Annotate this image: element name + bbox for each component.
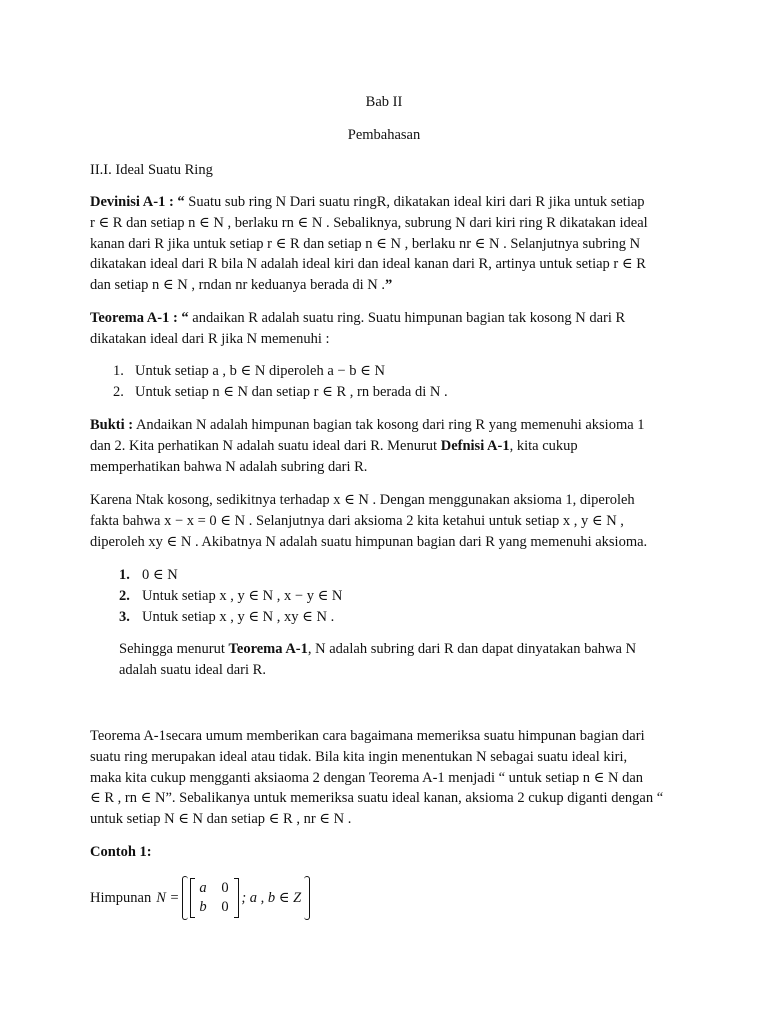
matrix <box>195 879 234 917</box>
proof-line-1 <box>90 415 682 436</box>
definition-line-4: dikatakan ideal dari R bila N adalah ideal kiri dan ideal kanan dari R, artinya untuk setiap r ∈ R <box>90 256 646 273</box>
list-item <box>119 565 679 586</box>
conclusion-text: , N adalah subring dari R dan dapat dinyatakan bahwa N <box>307 641 637 657</box>
list-item <box>119 607 679 628</box>
conclusion-line-1 <box>119 639 682 660</box>
definition-close-quote: ” <box>385 277 393 294</box>
karena-line-3: diperoleh xy ∈ N . Akibatnya N adalah suatu himpunan bagian dari R yang memenuhi aksioma. <box>90 533 648 550</box>
example-prefix: Himpunan <box>90 889 152 906</box>
matrix-entry: a <box>199 880 207 896</box>
example-set-definition <box>90 876 310 920</box>
karena-line-2: fakta bahwa x − x = 0 ∈ N . Selanjutnya dari aksioma 2 kita ketahui untuk setiap x , y ∈ N , <box>90 512 624 529</box>
matrix-entry: b <box>199 899 207 915</box>
theorem-label: Teorema A-1 : <box>90 310 178 326</box>
theorem-paragraph <box>90 308 682 350</box>
definition-text: dan setiap n ∈ N , rndan nr keduanya berada di N . <box>90 277 385 294</box>
matrix-entry: 0 <box>221 899 229 915</box>
proof-line-3: memperhatikan bahwa N adalah subring dari R. <box>90 458 368 475</box>
theorem-line-2: dikatakan ideal dari R jika N memenuhi : <box>90 330 330 347</box>
list-item <box>113 382 673 403</box>
list-text: Untuk setiap x , y ∈ N , x − y ∈ N <box>142 588 343 604</box>
remark-line-1: Teorema A-1secara umum memberikan cara bagaimana memeriksa suatu himpunan bagian dari <box>90 728 645 744</box>
definition-line-2: r ∈ R dan setiap n ∈ N , berlaku rn ∈ N . Sebaliknya, subrung N dari kiri ring R dikatakan ideal <box>90 214 648 231</box>
conclusion-line-2: adalah suatu ideal dari R. <box>119 661 266 678</box>
list-item <box>119 586 679 607</box>
example-label: Contoh 1: <box>90 844 152 860</box>
left-brace <box>182 876 188 920</box>
list-text: Untuk setiap a , b ∈ N diperoleh a − b ∈ N <box>135 363 385 379</box>
section-heading: II.I. Ideal Suatu Ring <box>90 162 213 178</box>
proof-text: Andaikan N adalah himpunan bagian tak kosong dari ring R yang memenuhi aksioma 1 <box>135 417 645 433</box>
remark-line-5: untuk setiap N ∈ N dan setiap ∈ R , nr ∈ N . <box>90 811 352 828</box>
matrix-entry: 0 <box>221 880 229 896</box>
proof-text: dan 2. Kita perhatikan N adalah suatu ideal dari R. Menurut <box>90 437 438 454</box>
remark-line-2: suatu ring merupakan ideal atau tidak. Bila kita ingin menentukan N sebagai suatu ideal kiri, <box>90 748 628 765</box>
list-text: Untuk setiap x , y ∈ N , xy ∈ N . <box>142 609 335 625</box>
karena-paragraph <box>90 490 682 552</box>
list-item <box>113 361 673 382</box>
proof-label: Bukti : <box>90 417 134 433</box>
definition-reference: Defnisi A-1 <box>440 437 510 454</box>
definition-paragraph <box>90 192 682 296</box>
remark-line-3: maka kita cukup mengganti aksiaoma 2 dengan Teorema A-1 menjadi “ untuk setiap n ∈ N dan <box>90 769 644 786</box>
proof-text: , kita cukup <box>509 437 578 454</box>
remark-paragraph <box>90 726 682 830</box>
definition-label: Devinisi A-1 : <box>90 194 174 210</box>
definition-line-3: kanan dari R jika untuk setiap r ∈ R dan setiap n ∈ N , berlaku nr ∈ N . Selanjutnya subring N <box>90 235 641 252</box>
example-heading <box>90 842 682 863</box>
theorem-reference: Teorema A-1 <box>228 641 308 657</box>
definition-open-quote: “ <box>177 194 185 210</box>
remark-line-4: ∈ R , rn ∈ N”. Sebalikanya untuk memeriksa suatu ideal kanan, aksioma 2 cukup diganti dengan “ <box>90 790 664 807</box>
list-number: 1. <box>119 567 130 583</box>
set-condition: ; a , b ∈ Z <box>241 889 302 906</box>
karena-line-1: Karena Ntak kosong, sedikitnya terhadap x ∈ N . Dengan menggunakan aksioma 1, diperoleh <box>90 492 635 508</box>
proof-line-2 <box>90 436 682 457</box>
theorem-text: andaikan R adalah suatu ring. Suatu himpunan bagian tak kosong N dari R <box>192 310 626 326</box>
definition-line-5 <box>90 275 682 296</box>
theorem-line-1 <box>90 308 682 329</box>
list-text: Untuk setiap n ∈ N dan setiap r ∈ R , rn berada di N . <box>135 384 448 400</box>
theorem-open-quote: “ <box>181 310 189 326</box>
set-name: N = <box>156 889 180 906</box>
list-number: 1. <box>113 363 124 379</box>
list-text: 0 ∈ N <box>142 567 178 583</box>
conclusion-text: Sehingga menurut <box>119 641 225 657</box>
right-bracket <box>234 878 239 918</box>
chapter-subtitle: Pembahasan <box>347 127 421 143</box>
conclusion-paragraph <box>119 639 682 681</box>
list-number: 2. <box>119 588 130 604</box>
definition-line-1 <box>90 192 682 213</box>
chapter-title: Bab II <box>365 94 403 110</box>
definition-text: Suatu sub ring N Dari suatu ringR, dikatakan ideal kiri dari R jika untuk setiap <box>188 194 645 210</box>
proof-paragraph <box>90 415 682 477</box>
right-brace <box>304 876 310 920</box>
list-number: 2. <box>113 384 124 400</box>
list-number: 3. <box>119 609 130 625</box>
